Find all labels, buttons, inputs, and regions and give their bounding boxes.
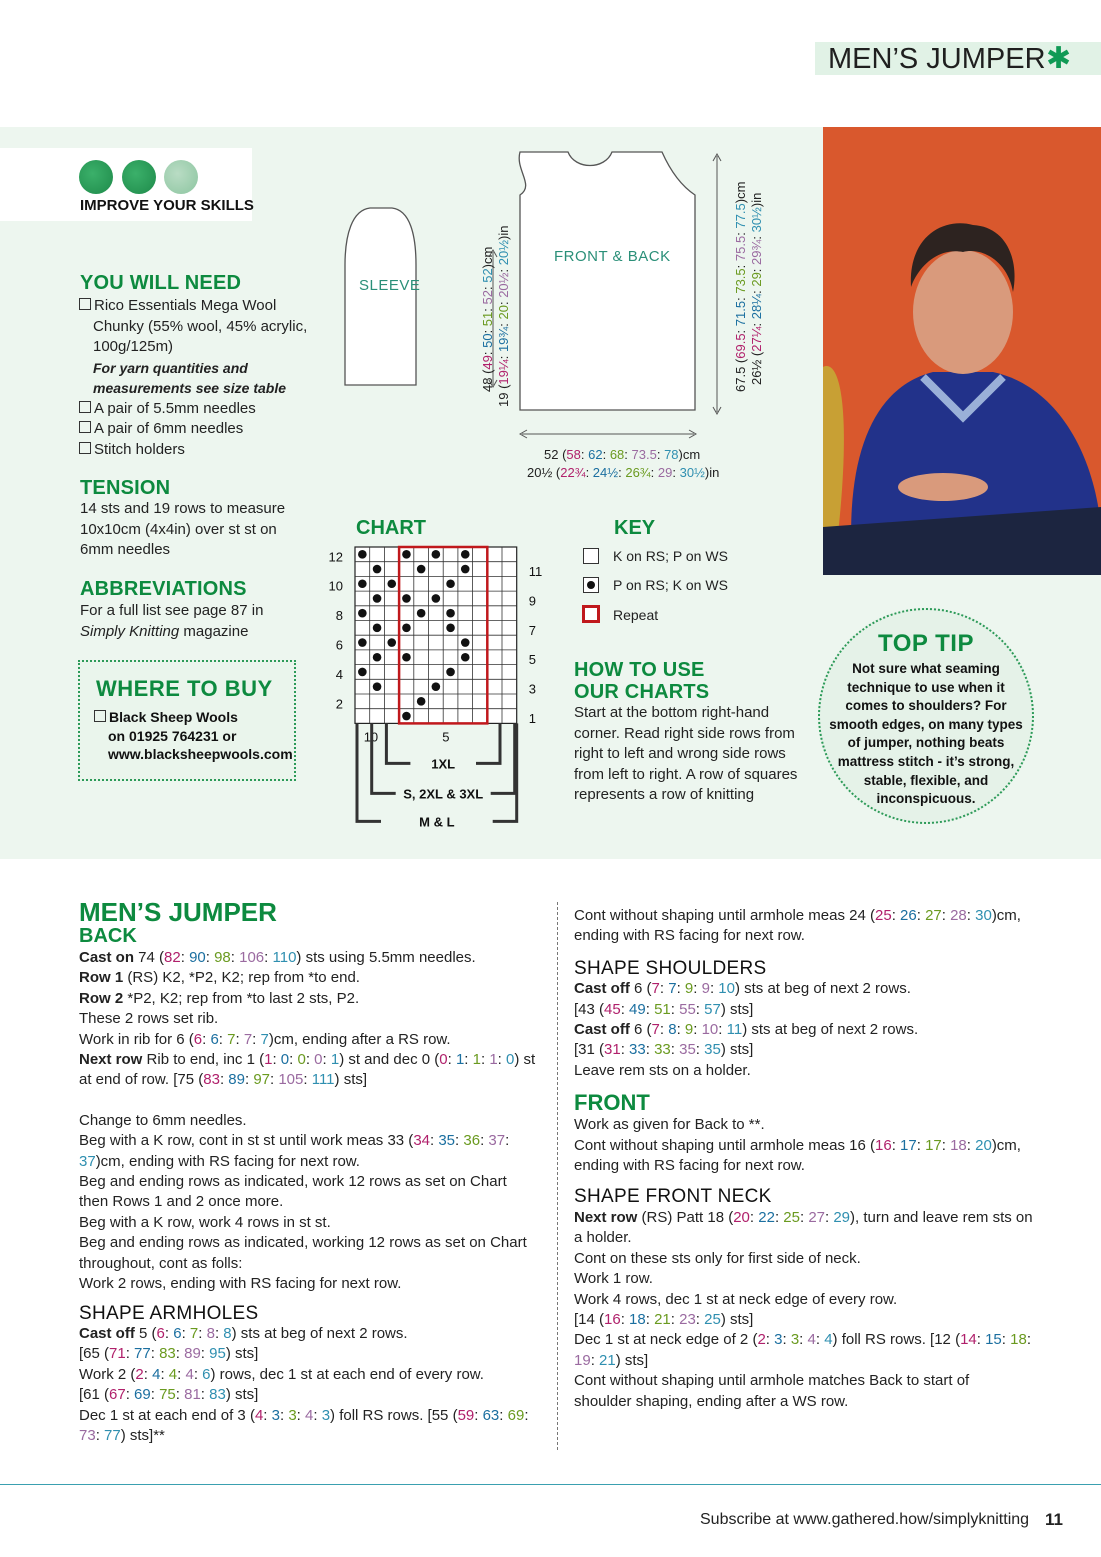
text-line: magazine bbox=[179, 622, 249, 640]
purl-dot bbox=[358, 609, 367, 618]
instruction-line: a holder. bbox=[574, 1229, 632, 1247]
knit-square-icon bbox=[583, 548, 599, 564]
instruction-line: Cont without shaping until armhole matches Back to start of bbox=[574, 1372, 970, 1390]
where-to-buy-box bbox=[78, 660, 296, 781]
item-note: For yarn quantities and bbox=[93, 359, 248, 376]
size-label: M & L bbox=[419, 814, 455, 830]
man-in-jumper-image bbox=[823, 127, 1101, 575]
purl-dot bbox=[402, 594, 411, 603]
instruction-line: Beg and ending rows as indicated, work 12 rows as set on Chart bbox=[79, 1173, 507, 1191]
purl-dot bbox=[446, 668, 455, 677]
instruction-line: 73: 77) sts]** bbox=[79, 1426, 165, 1444]
instruction-line: Leave rem sts on a holder. bbox=[574, 1061, 751, 1079]
front-heading: FRONT bbox=[574, 1090, 650, 1116]
text-line: represents a row of knitting bbox=[574, 786, 755, 803]
skills-label: IMPROVE YOUR SKILLS bbox=[80, 197, 254, 214]
pattern-title: MEN’S JUMPER bbox=[79, 897, 277, 927]
instruction-line: [61 (67: 69: 75: 81: 83) sts] bbox=[79, 1386, 259, 1404]
shape-front-neck-heading: SHAPE FRONT NECK bbox=[574, 1186, 772, 1208]
body-length-cm: 67.5 (69.5: 71.5: 73.5: 75.5: 77.5)cm bbox=[733, 181, 748, 392]
you-will-need-heading: YOU WILL NEED bbox=[80, 272, 242, 294]
instruction-line: 37)cm, ending with RS facing for next row. bbox=[79, 1152, 360, 1170]
pattern-column-left bbox=[79, 899, 549, 1446]
item-text: 100g/125m) bbox=[93, 338, 174, 355]
purl-dot bbox=[387, 579, 396, 588]
column-divider bbox=[557, 902, 558, 1450]
key-knit-label: K on RS; P on WS bbox=[613, 548, 728, 564]
text-line: right to left and wrong side rows bbox=[574, 745, 786, 762]
instruction-line: 19: 21) sts] bbox=[574, 1351, 649, 1369]
purl-dot bbox=[402, 550, 411, 559]
row-number: 1 bbox=[528, 710, 536, 726]
purl-dot bbox=[373, 653, 382, 662]
instruction-line: Work 4 rows, dec 1 st at neck edge of every row. bbox=[574, 1290, 898, 1308]
front-back-label: FRONT & BACK bbox=[554, 248, 671, 265]
shop-url[interactable]: www.blacksheepwools.com bbox=[108, 746, 293, 762]
item-note: measurements see size table bbox=[93, 380, 286, 396]
footer-text[interactable]: Subscribe at www.gathered.how/simplyknitting bbox=[700, 1511, 1030, 1528]
instruction-line: Cont without shaping until armhole meas 24 (25: 26: 27: 28: 30)cm, bbox=[574, 907, 1021, 924]
instruction-line: [65 (71: 77: 83: 89: 95) sts] bbox=[79, 1345, 259, 1363]
row-number: 5 bbox=[528, 652, 536, 668]
top-tip-badge bbox=[818, 608, 1034, 824]
instruction-line: Work 2 rows, ending with RS facing for next row. bbox=[79, 1275, 402, 1293]
purl-dot bbox=[402, 653, 411, 662]
key-heading: KEY bbox=[614, 517, 656, 539]
purl-dot bbox=[432, 682, 441, 691]
row-number: 7 bbox=[528, 622, 536, 638]
purl-dot bbox=[402, 712, 411, 721]
where-to-buy-heading: WHERE TO BUY bbox=[96, 676, 273, 701]
instruction-line: Cont on these sts only for first side of neck. bbox=[574, 1249, 861, 1267]
instruction-line: Work 2 (2: 4: 4: 4: 6) rows, dec 1 st at each end of every row. bbox=[79, 1365, 484, 1383]
sleeve-label: SLEEVE bbox=[359, 277, 421, 294]
text-line: Start at the bottom right-hand bbox=[574, 704, 770, 721]
instruction-line: Row 1 (RS) K2, *P2, K2; rep from *to end. bbox=[79, 969, 360, 987]
how-to-text bbox=[574, 703, 797, 806]
row-number: 4 bbox=[335, 666, 343, 682]
instruction-line: Cast off 5 (6: 6: 7: 8: 8) sts at beg of next 2 rows. bbox=[79, 1324, 408, 1342]
item-text: Chunky (55% wool, 45% acrylic, bbox=[93, 317, 308, 335]
instruction-line: Cont without shaping until armhole meas 16 (16: 17: 17: 18: 20)cm, bbox=[574, 1136, 1021, 1154]
row-number: 10 bbox=[328, 578, 343, 594]
purl-dot bbox=[373, 624, 382, 633]
abbreviations-heading: ABBREVIATIONS bbox=[80, 578, 247, 600]
instruction-line: throughout, cont as folls: bbox=[79, 1254, 243, 1272]
size-label: S, 2XL & 3XL bbox=[403, 786, 484, 802]
instruction-line: Work in rib for 6 (6: 6: 7: 7: 7)cm, ending after a RS row. bbox=[79, 1030, 451, 1048]
tension-heading: TENSION bbox=[80, 477, 171, 499]
abbreviations-text bbox=[80, 601, 263, 642]
row-number: 2 bbox=[335, 696, 343, 712]
purl-dot bbox=[446, 609, 455, 618]
knitting-chart bbox=[320, 540, 550, 840]
purl-dot bbox=[402, 624, 411, 633]
shop-name: Black Sheep Wools bbox=[109, 709, 238, 725]
heading-line: HOW TO USE bbox=[574, 659, 705, 681]
purl-dot bbox=[387, 638, 396, 647]
text-line: 6mm needles bbox=[80, 541, 171, 558]
purl-dot bbox=[432, 550, 441, 559]
purl-dot bbox=[417, 697, 426, 706]
tension-text bbox=[80, 499, 285, 561]
checkbox-icon bbox=[79, 401, 91, 413]
instruction-line: Dec 1 st at each end of 3 (4: 3: 3: 4: 3) foll RS rows. [55 (59: 63: 69: bbox=[79, 1406, 529, 1424]
sleeve-length-in: 19 (19¼: 19¾: 20: 20½: 20½)in bbox=[496, 225, 511, 407]
instruction-line: shoulder shaping, ending after a WS row. bbox=[574, 1392, 849, 1410]
purl-dot bbox=[358, 550, 367, 559]
where-to-buy-text bbox=[94, 708, 293, 764]
yarn-ball-icon bbox=[79, 160, 113, 194]
page-title: MEN’S JUMPER bbox=[828, 43, 1046, 75]
page-number: 11 bbox=[1045, 1510, 1063, 1529]
row-number: 8 bbox=[335, 608, 343, 624]
purl-dot bbox=[417, 565, 426, 574]
purl-dot bbox=[446, 579, 455, 588]
row-number: 3 bbox=[528, 681, 536, 697]
size-bracket-ml bbox=[357, 723, 517, 821]
instruction-line: ending with RS facing for next row. bbox=[574, 927, 805, 945]
instruction-line: [31 (31: 33: 33: 35: 35) sts] bbox=[574, 1041, 754, 1059]
size-label: 1XL bbox=[431, 756, 456, 772]
instruction-line: [43 (45: 49: 51: 55: 57) sts] bbox=[574, 1000, 754, 1018]
instruction-line: at end of row. [75 (83: 89: 97: 105: 111) sts] bbox=[79, 1071, 368, 1089]
instruction-line: [14 (16: 18: 21: 23: 25) sts] bbox=[574, 1310, 754, 1328]
purl-dot bbox=[358, 668, 367, 677]
shape-armholes-heading: SHAPE ARMHOLES bbox=[79, 1302, 259, 1324]
checkbox-icon bbox=[79, 421, 91, 433]
top-tip-heading: TOP TIP bbox=[878, 630, 974, 657]
instruction-line: Beg with a K row, cont in st st until work meas 33 (34: 35: 36: 37: bbox=[79, 1132, 510, 1150]
footer-rule bbox=[0, 1484, 1101, 1485]
purl-dot bbox=[358, 579, 367, 588]
magazine-name: Simply Knitting bbox=[80, 622, 180, 640]
pattern-column-right bbox=[574, 906, 1074, 1412]
purl-dot bbox=[373, 565, 382, 574]
clover-icon: ✱ bbox=[1046, 42, 1072, 75]
checkbox-icon bbox=[79, 298, 91, 310]
instruction-line: ending with RS facing for next row. bbox=[574, 1157, 805, 1175]
item-text: A pair of 5.5mm needles bbox=[94, 399, 256, 417]
instruction-line: Cast off 6 (7: 8: 9: 10: 11) sts at beg of next 2 rows. bbox=[574, 1021, 919, 1039]
checkbox-icon bbox=[94, 710, 106, 722]
text-line: from left to right. A row of squares bbox=[574, 765, 798, 783]
instruction-line: Cast on 74 (82: 90: 98: 106: 110) sts using 5.5mm needles. bbox=[79, 949, 476, 966]
instruction-line: Beg with a K row, work 4 rows in st st. bbox=[79, 1213, 331, 1231]
sleeve-shape bbox=[345, 208, 416, 385]
heading-line: OUR CHARTS bbox=[574, 681, 710, 703]
shape-shoulders-heading: SHAPE SHOULDERS bbox=[574, 957, 767, 979]
text-line: 10x10cm (4x4in) over st st on bbox=[80, 520, 277, 538]
instruction-line: Work 1 row. bbox=[574, 1270, 653, 1288]
purl-square-icon bbox=[583, 577, 599, 593]
back-heading: BACK bbox=[79, 925, 137, 947]
column-number: 5 bbox=[442, 729, 450, 745]
row-number: 11 bbox=[528, 563, 543, 579]
purl-dot bbox=[461, 653, 470, 662]
purl-dot bbox=[417, 609, 426, 618]
instruction-line: Next row Rib to end, inc 1 (1: 0: 0: 0: 1) st and dec 0 (0: 1: 1: 1: 0) st bbox=[79, 1051, 536, 1069]
you-will-need-list bbox=[79, 296, 319, 460]
body-shape bbox=[519, 152, 695, 410]
instruction-line: Work as given for Back to **. bbox=[574, 1116, 765, 1134]
purl-dot bbox=[373, 682, 382, 691]
purl-dot bbox=[461, 550, 470, 559]
instruction-line: Change to 6mm needles. bbox=[79, 1111, 247, 1129]
body-length-in: 26½ (27¼: 28¼: 29: 29¾: 30½)in bbox=[749, 192, 764, 385]
key-repeat-label: Repeat bbox=[613, 607, 659, 623]
text-line: For a full list see page 87 in bbox=[80, 602, 264, 619]
column-number: 10 bbox=[363, 729, 379, 745]
purl-dot bbox=[461, 565, 470, 574]
sleeve-length-cm: 48 (49: 50: 51: 52: 52)cm bbox=[480, 246, 495, 392]
instruction-line: Cast off 6 (7: 7: 9: 9: 10) sts at beg of next 2 rows. bbox=[574, 980, 911, 998]
width-cm: 52 (58: 62: 68: 73.5: 78)cm bbox=[544, 447, 701, 462]
instruction-line: Row 2 *P2, K2; rep from *to last 2 sts, P2. bbox=[79, 989, 360, 1007]
row-number: 6 bbox=[335, 637, 343, 653]
instruction-line: Dec 1 st at neck edge of 2 (2: 3: 3: 4: 4) foll RS rows. [12 (14: 15: 18: bbox=[574, 1331, 1031, 1349]
row-number: 9 bbox=[528, 593, 536, 609]
key-purl-label: P on RS; K on WS bbox=[613, 577, 728, 593]
instruction-line: then Rows 1 and 2 once more. bbox=[79, 1193, 284, 1211]
yarn-ball-icon bbox=[122, 160, 156, 194]
purl-dot bbox=[358, 638, 367, 647]
yarn-ball-icon bbox=[164, 160, 198, 194]
text-line: 14 sts and 19 rows to measure bbox=[80, 500, 286, 517]
purl-dot bbox=[432, 594, 441, 603]
repeat-square-icon bbox=[582, 605, 600, 623]
instruction-line: Next row (RS) Patt 18 (20: 22: 25: 27: 29), turn and leave rem sts on bbox=[574, 1208, 1033, 1226]
item-text: A pair of 6mm needles bbox=[94, 420, 244, 437]
chart-heading: CHART bbox=[356, 517, 426, 539]
text-line: corner. Read right side rows from bbox=[574, 724, 795, 742]
top-tip-text: Not sure what seaming technique to use when it comes to shoulders? For smooth edges, on many types of jumper, nothing beats mattress stitch - it’s strong, stable, flexible, and inconspicuous. bbox=[829, 661, 1023, 807]
row-number: 12 bbox=[328, 549, 343, 565]
purl-dot bbox=[446, 624, 455, 633]
shop-phone: on 01925 764231 or bbox=[108, 727, 237, 744]
purl-dot bbox=[461, 638, 470, 647]
checkbox-icon bbox=[79, 442, 91, 454]
purl-dot bbox=[373, 594, 382, 603]
how-to-heading bbox=[574, 659, 709, 703]
instruction-line: These 2 rows set rib. bbox=[79, 1010, 219, 1028]
width-in: 20½ (22¾: 24½: 26¾: 29: 30½)in bbox=[527, 465, 720, 480]
instruction-line: Beg and ending rows as indicated, working 12 rows as set on Chart bbox=[79, 1234, 527, 1252]
item-text: Rico Essentials Mega Wool bbox=[94, 297, 277, 314]
item-text: Stitch holders bbox=[94, 440, 185, 458]
model-photo bbox=[823, 127, 1101, 575]
